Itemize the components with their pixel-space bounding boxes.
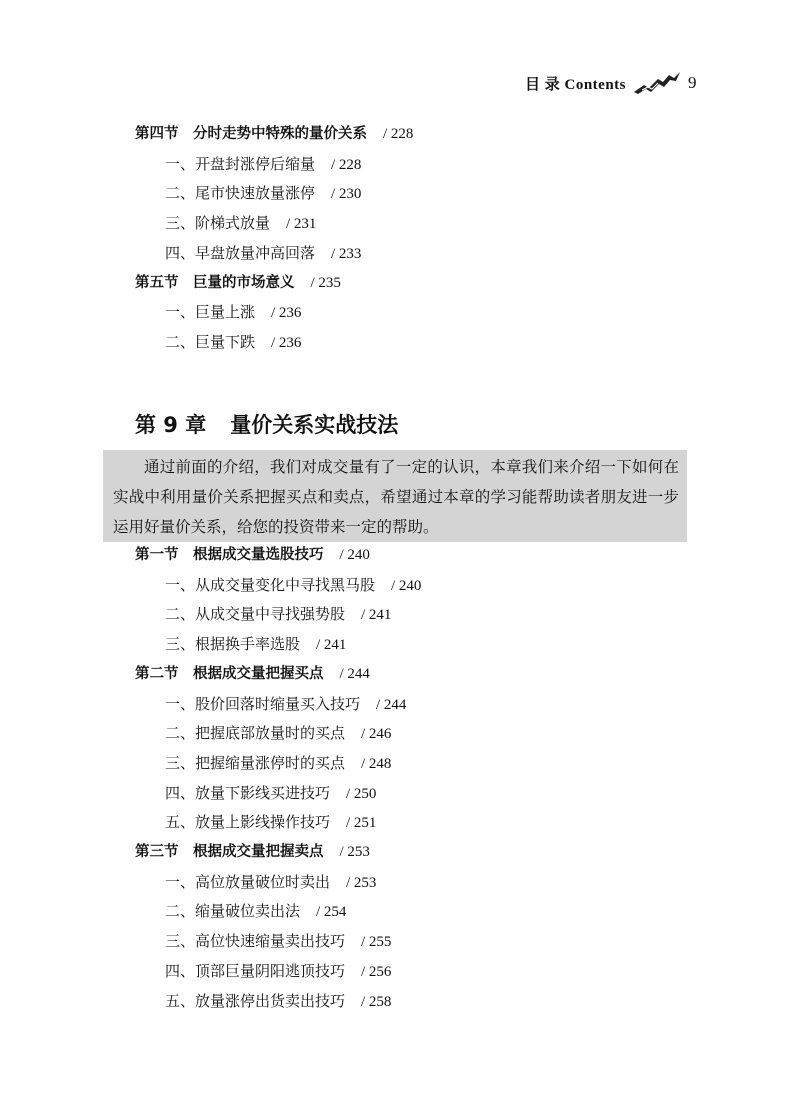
- toc-entry-page: / 240: [339, 547, 370, 563]
- chapter-intro-text: 通过前面的介绍，我们对成交量有了一定的认识，本章我们来介绍一下如何在实战中利用量价关系把握买点和卖点，希望通过本章的学习能帮助读者朋友进一步运用好量价关系，给您的投资带来一定的帮助。: [113, 458, 679, 536]
- toc-entry-title: 三、高位快速缩量卖出技巧: [165, 932, 346, 951]
- toc-entry-page: / 235: [310, 274, 341, 291]
- chapter-number: 第 9 章: [135, 413, 207, 437]
- toc-entry-page: / 254: [316, 904, 347, 921]
- toc-entry-title: 一、从成交量变化中寻找黑马股: [165, 575, 376, 594]
- chapter-intro-box: [103, 450, 687, 542]
- toc-entry-title: 第三节 根据成交量把握卖点: [135, 844, 324, 860]
- toc-entry-page: / 253: [346, 874, 377, 891]
- toc-entry-page: / 231: [286, 216, 317, 233]
- toc-entry-title: 二、巨量下跌: [165, 332, 256, 351]
- toc-entry-title: 二、从成交量中寻找强势股: [165, 605, 346, 624]
- toc-subsection-entry: [165, 721, 391, 745]
- toc-entry-title: 五、放量上影线操作技巧: [165, 813, 331, 832]
- toc-entry-title: 四、顶部巨量阴阳逃顶技巧: [165, 961, 346, 980]
- mountain-logo-icon: [634, 72, 680, 94]
- toc-entry-title: 第二节 根据成交量把握买点: [135, 665, 324, 682]
- toc-section-entry: [135, 662, 370, 686]
- toc-entry-page: / 256: [361, 963, 392, 980]
- toc-entry-page: / 241: [361, 607, 392, 624]
- toc-entry-title: 一、高位放量破位时卖出: [165, 872, 331, 891]
- toc-entry-title: 五、放量涨停出货卖出技巧: [165, 991, 346, 1010]
- chapter-heading: [135, 410, 398, 440]
- toc-subsection-entry: [165, 989, 391, 1013]
- toc-entry-page: / 228: [383, 126, 414, 142]
- running-header: [525, 68, 697, 98]
- toc-section-entry: [135, 122, 413, 146]
- toc-entry-page: / 244: [339, 665, 370, 682]
- toc-subsection-entry: [165, 929, 391, 953]
- toc-entry-title: 四、早盘放量冲高回落: [165, 243, 316, 262]
- toc-entry-page: / 236: [271, 334, 302, 351]
- toc-entry-page: / 233: [331, 245, 362, 262]
- toc-entry-title: 三、阶梯式放量: [165, 214, 271, 233]
- toc-entry-page: / 251: [346, 815, 377, 832]
- toc-subsection-entry: [165, 751, 391, 775]
- toc-subsection-entry: [165, 870, 376, 894]
- toc-entry-page: / 236: [271, 305, 302, 322]
- toc-subsection-entry: [165, 810, 376, 834]
- toc-entry-page: / 246: [361, 726, 392, 743]
- toc-entry-page: / 228: [331, 156, 362, 173]
- toc-subsection-entry: [165, 211, 316, 235]
- toc-section-entry: [135, 271, 341, 295]
- toc-entry-title: 一、股价回落时缩量买入技巧: [165, 694, 361, 713]
- toc-entry-title: 第五节 巨量的市场意义: [135, 274, 295, 291]
- chapter-title: 量价关系实战技法: [230, 413, 399, 437]
- toc-entry-page: / 244: [376, 696, 407, 713]
- toc-subsection-entry: [165, 632, 346, 656]
- toc-subsection-entry: [165, 152, 361, 176]
- toc-entry-title: 第一节 根据成交量选股技巧: [135, 547, 324, 563]
- toc-entry-title: 四、放量下影线买进技巧: [165, 783, 331, 802]
- toc-subsection-entry: [165, 330, 301, 354]
- toc-entry-page: / 258: [361, 993, 392, 1010]
- toc-subsection-entry: [165, 781, 376, 805]
- toc-subsection-entry: [165, 241, 361, 265]
- toc-subsection-entry: [165, 181, 361, 205]
- toc-entry-title: 第四节 分时走势中特殊的量价关系: [135, 126, 367, 142]
- toc-section-entry: [135, 840, 370, 864]
- toc-entry-title: 二、尾市快速放量涨停: [165, 184, 316, 203]
- toc-entry-page: / 230: [331, 186, 362, 203]
- toc-section-entry: [135, 543, 370, 567]
- toc-entry-title: 二、把握底部放量时的买点: [165, 724, 346, 743]
- toc-entry-page: / 241: [316, 637, 347, 654]
- toc-entry-title: 一、开盘封涨停后缩量: [165, 154, 316, 173]
- page-number: 9: [688, 73, 697, 92]
- toc-entry-title: 一、巨量上涨: [165, 303, 256, 322]
- header-title: 目 录 Contents: [525, 76, 627, 93]
- toc-subsection-entry: [165, 692, 406, 716]
- toc-subsection-entry: [165, 899, 346, 923]
- toc-entry-page: / 253: [339, 844, 370, 860]
- toc-subsection-entry: [165, 602, 391, 626]
- toc-entry-title: 二、缩量破位卖出法: [165, 902, 301, 921]
- toc-subsection-entry: [165, 959, 391, 983]
- toc-entry-title: 三、根据换手率选股: [165, 635, 301, 654]
- toc-entry-title: 三、把握缩量涨停时的买点: [165, 753, 346, 772]
- toc-entry-page: / 250: [346, 785, 377, 802]
- toc-entry-page: / 248: [361, 755, 392, 772]
- toc-entry-page: / 255: [361, 934, 392, 951]
- toc-subsection-entry: [165, 573, 421, 597]
- toc-subsection-entry: [165, 300, 301, 324]
- toc-entry-page: / 240: [391, 577, 422, 594]
